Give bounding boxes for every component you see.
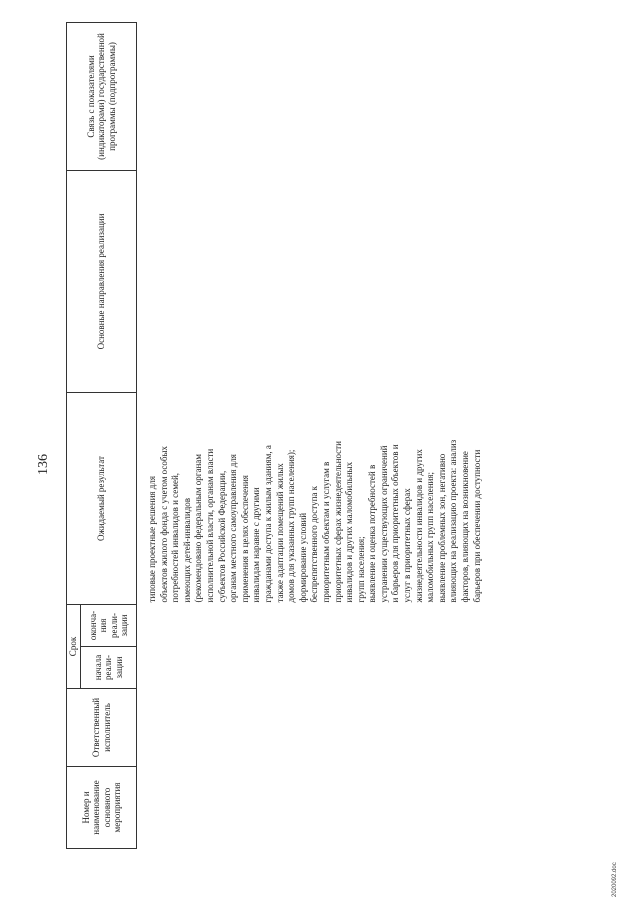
result-line: выявление проблемных зон, негативно: [436, 453, 447, 603]
header-directions: Основные направления реализации: [67, 170, 137, 392]
result-line: инвалидов и других маломобильных: [344, 461, 355, 603]
header-activity: Номер и наименование основного мероприятия: [67, 767, 137, 849]
header-term: Срок: [67, 604, 81, 688]
result-line: беспрепятственного доступа к: [309, 485, 320, 603]
result-line: групп населения;: [355, 536, 366, 603]
header-term-end: оконча-ния реали-зации: [81, 604, 137, 646]
header-indicator-link: Связь с показателями (индикаторами) государственной программы (подпрограммы): [67, 22, 137, 170]
result-line: имеющих детей-инвалидов: [181, 497, 192, 603]
document-code: 2020092.doc: [612, 862, 618, 897]
result-line: приоритетных сферах жизнедеятельности: [332, 441, 343, 603]
cell-executor: [137, 689, 484, 767]
cell-directions: [137, 170, 484, 392]
result-line: приоритетным объектам и услугам в: [320, 461, 331, 603]
result-line: жизнедеятельности инвалидов и других: [413, 449, 424, 603]
result-line: выявление и оценка потребностей в: [367, 464, 378, 603]
result-line: барьеров при обеспечении доступности: [471, 449, 482, 603]
cell-activity: [137, 767, 484, 849]
result-line: влияющих на реализацию проекта: анализ: [448, 439, 459, 603]
result-line: субъектов Российской Федерации,: [216, 470, 227, 603]
cell-indicator-link: [137, 22, 484, 170]
result-line: потребностей инвалидов и семей,: [170, 472, 181, 603]
cell-term-start: [137, 647, 484, 689]
expected-result-text: [137, 392, 483, 604]
result-line: услуг в приоритетных сферах: [402, 488, 413, 603]
result-line: устранении существующих ограничений: [378, 445, 389, 603]
result-line: применения в целях обеспечения: [239, 475, 250, 603]
result-line: исполнительной власти, органам власти: [204, 448, 215, 603]
result-line: формирование условий: [297, 512, 308, 603]
cell-term-end: [137, 604, 484, 646]
result-line: объектов жилого фонда с учетом особых: [158, 445, 169, 603]
page-number: 136: [36, 454, 51, 475]
result-line: маломобильных групп населения;: [425, 472, 436, 603]
result-line: факторов, влияющих на возникновение: [460, 451, 471, 603]
result-line: органам местного самоуправления для: [228, 454, 239, 603]
result-line: инвалидам наравне с другими: [251, 487, 262, 603]
header-expected-result: Ожидаемый результат: [67, 392, 137, 604]
result-line: (рекомендовано федеральным органам: [193, 454, 204, 603]
program-activities-table: [66, 22, 483, 849]
result-line: домов для указанных групп населения);: [286, 449, 297, 603]
result-line: типовые проектные решения для: [147, 476, 157, 603]
header-term-start: начала реали-зации: [81, 647, 137, 689]
result-line: гражданами доступа к жилым зданиям, а: [262, 445, 273, 603]
result-line: также адаптации помещений жилых: [274, 463, 285, 603]
result-line: и барьеров для приоритетных объектов и: [390, 444, 401, 603]
header-executor: Ответственный исполнитель: [67, 689, 137, 767]
cell-expected-result: [137, 392, 484, 604]
